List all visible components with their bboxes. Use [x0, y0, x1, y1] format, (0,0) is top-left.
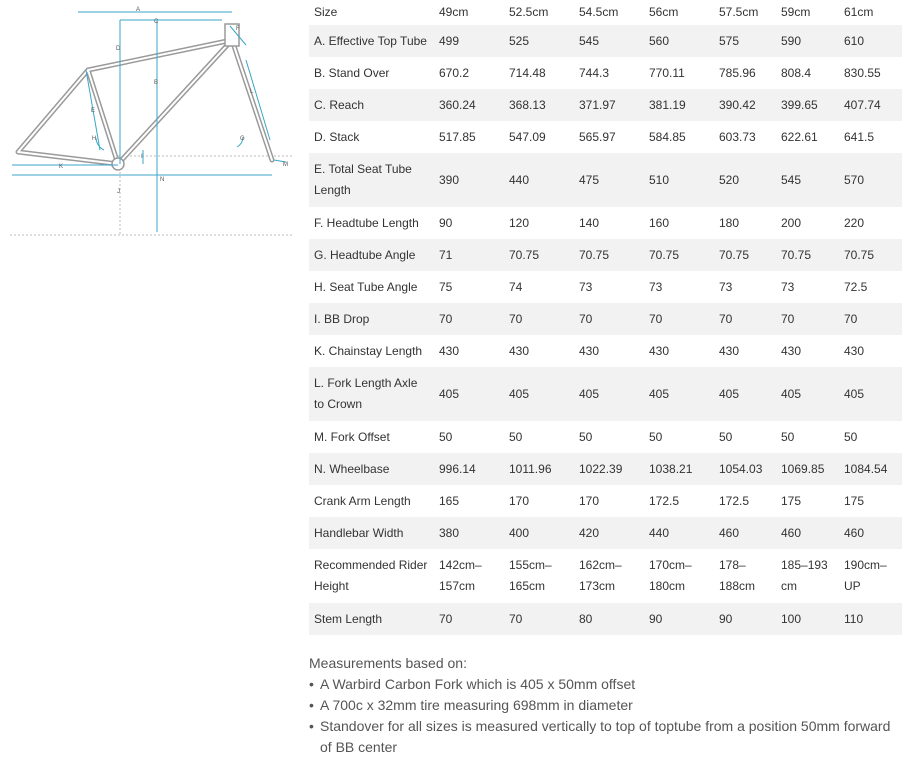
column-header: 59cm: [776, 0, 839, 25]
table-cell: 996.14: [434, 453, 504, 485]
table-cell: 70: [839, 303, 902, 335]
diagram-label-f: F: [236, 26, 240, 32]
table-cell: 399.65: [776, 89, 839, 121]
table-cell: 430: [776, 335, 839, 367]
diagram-label-m: M: [283, 162, 288, 168]
row-label: N. Wheelbase: [309, 453, 434, 485]
table-cell: 744.3: [574, 57, 644, 89]
table-cell: 405: [714, 367, 776, 421]
table-cell: 50: [434, 421, 504, 453]
table-cell: 70: [714, 303, 776, 335]
table-cell: 1054.03: [714, 453, 776, 485]
table-cell: 50: [776, 421, 839, 453]
table-cell: 155cm–165cm: [504, 549, 574, 603]
table-cell: 460: [714, 517, 776, 549]
column-header: 57.5cm: [714, 0, 776, 25]
table-row: [309, 421, 902, 453]
table-row: [309, 453, 902, 485]
geometry-table: [309, 0, 902, 635]
row-label: Crank Arm Length: [309, 485, 434, 517]
row-label: B. Stand Over: [309, 57, 434, 89]
column-header: 52.5cm: [504, 0, 574, 25]
table-cell: 405: [644, 367, 714, 421]
table-cell: 381.19: [644, 89, 714, 121]
table-row: [309, 25, 902, 57]
table-cell: 499: [434, 25, 504, 57]
table-cell: 178–188cm: [714, 549, 776, 603]
table-cell: 785.96: [714, 57, 776, 89]
table-cell: 808.4: [776, 57, 839, 89]
table-row: [309, 89, 902, 121]
row-label: Stem Length: [309, 603, 434, 635]
table-cell: 545: [574, 25, 644, 57]
table-cell: 73: [574, 271, 644, 303]
table-cell: 575: [714, 25, 776, 57]
table-cell: 570: [839, 153, 902, 207]
table-cell: 368.13: [504, 89, 574, 121]
table-row: [309, 603, 902, 635]
table-cell: 603.73: [714, 121, 776, 153]
table-cell: 1022.39: [574, 453, 644, 485]
table-cell: 517.85: [434, 121, 504, 153]
table-row: [309, 517, 902, 549]
table-cell: 440: [504, 153, 574, 207]
note-item: • A Warbird Carbon Fork which is 405 x 50mm offset: [320, 674, 902, 695]
table-cell: 70: [434, 603, 504, 635]
table-cell: 830.55: [839, 57, 902, 89]
table-cell: 430: [644, 335, 714, 367]
table-cell: 220: [839, 207, 902, 239]
table-cell: 175: [839, 485, 902, 517]
table-cell: 70: [504, 303, 574, 335]
diagram-label-g: G: [240, 136, 245, 142]
diagram-label-b: B: [154, 80, 159, 86]
dimension-lines: [12, 12, 286, 232]
table-cell: 200: [776, 207, 839, 239]
table-cell: 70.75: [574, 239, 644, 271]
column-header: 54.5cm: [574, 0, 644, 25]
diagram-label-k: K: [59, 164, 64, 170]
table-cell: 72.5: [839, 271, 902, 303]
table-cell: 70: [776, 303, 839, 335]
table-cell: 70: [434, 303, 504, 335]
table-cell: 73: [644, 271, 714, 303]
table-cell: 70.75: [644, 239, 714, 271]
column-header: 56cm: [644, 0, 714, 25]
row-label: K. Chainstay Length: [309, 335, 434, 367]
table-cell: 622.61: [776, 121, 839, 153]
table-cell: 180: [714, 207, 776, 239]
table-header-row: [309, 0, 902, 25]
table-cell: 172.5: [714, 485, 776, 517]
table-cell: 165: [434, 485, 504, 517]
row-label: H. Seat Tube Angle: [309, 271, 434, 303]
table-row: [309, 485, 902, 517]
table-cell: 160: [644, 207, 714, 239]
table-row: [309, 207, 902, 239]
table-row: [309, 121, 902, 153]
row-label: L. Fork Length Axle to Crown: [309, 367, 434, 421]
notes-list: [309, 674, 902, 758]
table-cell: 140: [574, 207, 644, 239]
table-cell: 420: [574, 517, 644, 549]
table-cell: 70.75: [839, 239, 902, 271]
table-cell: 1084.54: [839, 453, 902, 485]
table-cell: 1011.96: [504, 453, 574, 485]
table-cell: 641.5: [839, 121, 902, 153]
row-label: G. Headtube Angle: [309, 239, 434, 271]
diagram-label-d: D: [116, 46, 121, 52]
table-cell: 50: [644, 421, 714, 453]
table-cell: 50: [714, 421, 776, 453]
diagram-label-c: C: [154, 19, 159, 25]
table-cell: 175: [776, 485, 839, 517]
row-label: Handlebar Width: [309, 517, 434, 549]
table-cell: 170: [504, 485, 574, 517]
diagram-label-a: A: [136, 7, 141, 13]
table-cell: 50: [504, 421, 574, 453]
note-item: • A 700c x 32mm tire measuring 698mm in diameter: [320, 695, 902, 716]
table-cell: 610: [839, 25, 902, 57]
table-cell: 520: [714, 153, 776, 207]
table-cell: 390: [434, 153, 504, 207]
table-cell: 170cm–180cm: [644, 549, 714, 603]
table-cell: 70: [574, 303, 644, 335]
table-cell: 73: [714, 271, 776, 303]
table-cell: 430: [839, 335, 902, 367]
table-cell: 170: [574, 485, 644, 517]
table-cell: 565.97: [574, 121, 644, 153]
table-cell: 100: [776, 603, 839, 635]
table-cell: 440: [644, 517, 714, 549]
table-cell: 380: [434, 517, 504, 549]
table-cell: 190cm–UP: [839, 549, 902, 603]
table-cell: 71: [434, 239, 504, 271]
table-row: [309, 153, 902, 207]
table-cell: 1038.21: [644, 453, 714, 485]
row-label: A. Effective Top Tube: [309, 25, 434, 57]
table-cell: 90: [644, 603, 714, 635]
table-cell: 1069.85: [776, 453, 839, 485]
table-row: [309, 239, 902, 271]
table-cell: 73: [776, 271, 839, 303]
table-cell: 430: [434, 335, 504, 367]
table-row: [309, 57, 902, 89]
table-row: [309, 303, 902, 335]
table-cell: 405: [574, 367, 644, 421]
table-cell: 545: [776, 153, 839, 207]
note-item: • Standover for all sizes is measured vertically to top of toptube from a position 50mm forward of BB center: [320, 716, 902, 758]
diagram-label-j: J: [117, 189, 120, 195]
row-label: M. Fork Offset: [309, 421, 434, 453]
table-row: [309, 271, 902, 303]
table-cell: 74: [504, 271, 574, 303]
table-cell: 90: [714, 603, 776, 635]
row-label: F. Headtube Length: [309, 207, 434, 239]
table-cell: 460: [776, 517, 839, 549]
table-cell: 547.09: [504, 121, 574, 153]
column-header: 49cm: [434, 0, 504, 25]
diagram-label-e: E: [91, 108, 96, 114]
table-cell: 430: [574, 335, 644, 367]
diagram-label-i: I: [141, 154, 143, 160]
row-label: Recommended Rider Height: [309, 549, 434, 603]
table-cell: 70: [504, 603, 574, 635]
row-label: D. Stack: [309, 121, 434, 153]
table-cell: 90: [434, 207, 504, 239]
table-cell: 430: [714, 335, 776, 367]
table-cell: 70: [644, 303, 714, 335]
diagram-label-h: H: [92, 136, 97, 142]
table-cell: 142cm–157cm: [434, 549, 504, 603]
table-cell: 525: [504, 25, 574, 57]
row-label: E. Total Seat Tube Length: [309, 153, 434, 207]
table-cell: 405: [839, 367, 902, 421]
table-cell: 405: [504, 367, 574, 421]
measurement-notes: [309, 653, 902, 758]
row-label: I. BB Drop: [309, 303, 434, 335]
table-cell: 590: [776, 25, 839, 57]
table-cell: 120: [504, 207, 574, 239]
table-row: [309, 367, 902, 421]
table-cell: 460: [839, 517, 902, 549]
table-cell: 400: [504, 517, 574, 549]
column-header: Size: [309, 0, 434, 25]
table-cell: 714.48: [504, 57, 574, 89]
frame-geometry-diagram: [0, 0, 300, 245]
column-header: 61cm: [839, 0, 902, 25]
notes-heading: Measurements based on:: [309, 655, 467, 671]
table-cell: 560: [644, 25, 714, 57]
table-cell: 405: [776, 367, 839, 421]
table-cell: 70.75: [504, 239, 574, 271]
table-cell: 185–193 cm: [776, 549, 839, 603]
table-row: [309, 549, 902, 603]
diagram-label-n: N: [160, 177, 165, 183]
table-cell: 390.42: [714, 89, 776, 121]
table-cell: 50: [574, 421, 644, 453]
table-cell: 430: [504, 335, 574, 367]
table-cell: 50: [839, 421, 902, 453]
row-label: C. Reach: [309, 89, 434, 121]
table-cell: 770.11: [644, 57, 714, 89]
table-cell: 584.85: [644, 121, 714, 153]
table-cell: 405: [434, 367, 504, 421]
table-cell: 70.75: [776, 239, 839, 271]
table-cell: 110: [839, 603, 902, 635]
table-cell: 162cm–173cm: [574, 549, 644, 603]
table-cell: 371.97: [574, 89, 644, 121]
diagram-label-l: L: [250, 89, 254, 95]
table-cell: 172.5: [644, 485, 714, 517]
table-row: [309, 335, 902, 367]
table-cell: 360.24: [434, 89, 504, 121]
table-cell: 670.2: [434, 57, 504, 89]
table-cell: 80: [574, 603, 644, 635]
table-cell: 510: [644, 153, 714, 207]
table-cell: 75: [434, 271, 504, 303]
table-cell: 70.75: [714, 239, 776, 271]
table-cell: 475: [574, 153, 644, 207]
table-cell: 407.74: [839, 89, 902, 121]
